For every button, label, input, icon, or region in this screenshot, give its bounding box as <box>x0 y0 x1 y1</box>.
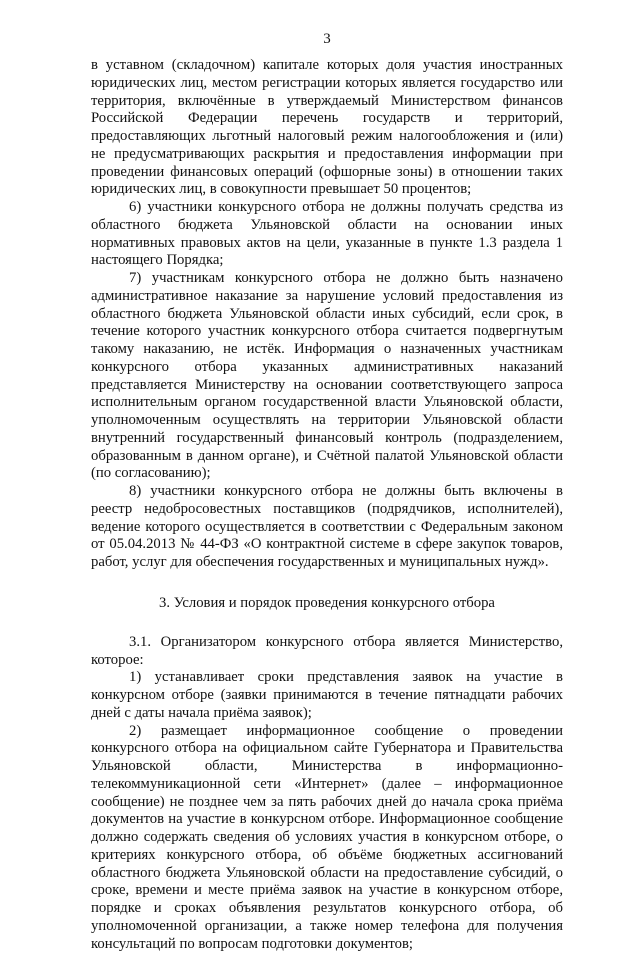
paragraph-item-7: 7) участникам конкурсного отбора не должно быть назначено административное наказание за нарушение условий предоставления из областного бюджета Ульяновской области иных субсидий, если срок, в течение которого участник конкурсного отбора считается подвергнутым такому наказанию, не истёк. Информация о назначенных участникам конкурсного отбора указанных административных наказаний представляется Министерству на основании соответствующего запроса исполнительным органом государственной власти Ульяновской области, уполномоченным осуществлять на территории Ульяновской области внутренний государственный финансовый контроль (подразделением, образованным в данном органе), и Счётной палатой Ульяновской области (по согласованию); <box>91 270 563 483</box>
document-page <box>91 30 563 953</box>
paragraph-offshore-condition: в уставном (складочном) капитале которых доля участия иностранных юридических лиц, местом регистрации которых является государство или территория, включённые в утверждаемый Министерством финансов Российской Федерации перечень государств и территорий, предоставляющих льготный налоговый режим налогообложения и (или) не предусматривающих раскрытия и предоставления информации при проведении финансовых операций (офшорные зоны) в отношении таких юридических лиц, в совокупности превышает 50 процентов; <box>91 57 563 199</box>
paragraph-3-1-item-2: 2) размещает информационное сообщение о проведении конкурсного отбора на официальном сайте Губернатора и Правительства Ульяновской области, Министерства в информационно-телекоммуникационной сети «Интернет» (далее – информационное сообщение) не позднее чем за пять рабочих дней до начала срока приёма документов на участие в конкурсном отборе. Информационное сообщение должно содержать сведения об условиях участия в конкурсном отборе, о критериях конкурсного отбора, об объёме бюджетных ассигнований областного бюджета Ульяновской области на предоставление субсидий, о сроке, времени и месте приёма заявок на участие в конкурсном отборе, порядке и сроках объявления результатов конкурсного отбора, об уполномоченной организации, а также номер телефона для получения консультаций по вопросам подготовки документов; <box>91 723 563 953</box>
paragraph-3-1: 3.1. Организатором конкурсного отбора является Министерство, которое: <box>91 634 563 670</box>
paragraph-3-1-item-1: 1) устанавливает сроки представления заявок на участие в конкурсном отборе (заявки принимаются в течение пятнадцати рабочих дней с даты начала приёма заявок); <box>91 669 563 722</box>
paragraph-item-6: 6) участники конкурсного отбора не должны получать средства из областного бюджета Ульяновской области на основании иных нормативных правовых актов на цели, указанные в пункте 1.3 раздела 1 настоящего Порядка; <box>91 199 563 270</box>
paragraph-item-8: 8) участники конкурсного отбора не должны быть включены в реестр недобросовестных поставщиков (подрядчиков, исполнителей), ведение которого осуществляется в соответствии с Федеральным законом от 05.04.2013 № 44-ФЗ «О контрактной системе в сфере закупок товаров, работ, услуг для обеспечения государственных и муниципальных нужд». <box>91 483 563 572</box>
section-heading: 3. Условия и порядок проведения конкурсного отбора <box>91 594 563 612</box>
page-number: 3 <box>91 30 563 48</box>
